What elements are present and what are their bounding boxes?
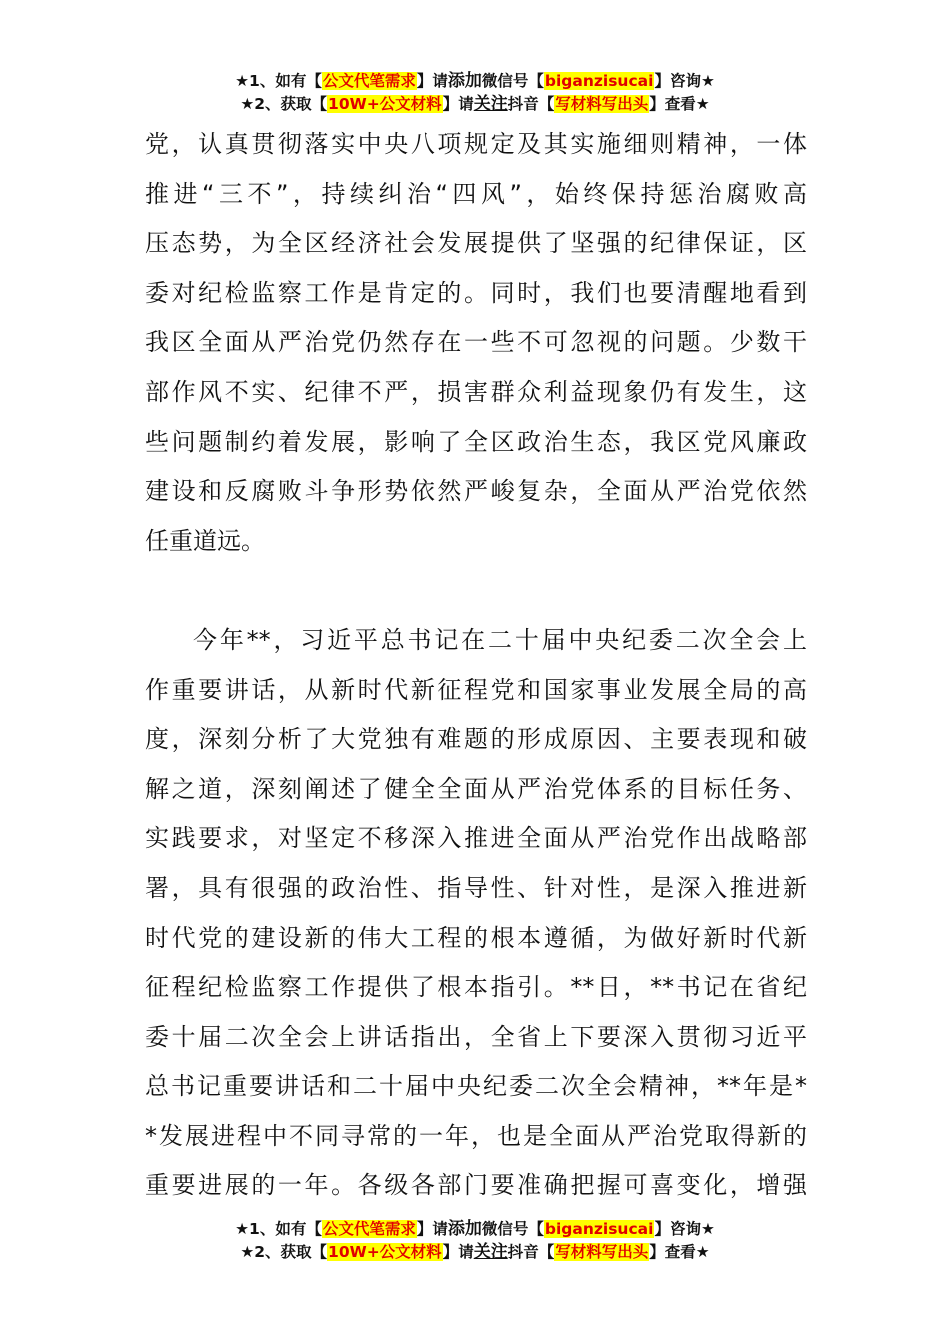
banner-emphasis: 添加 (447, 71, 482, 91)
banner-line-1 (0, 70, 950, 93)
banner-highlight: 公文代笔需求 (322, 1220, 416, 1238)
banner-text: 微信号【 (481, 1220, 544, 1238)
document-body (145, 120, 807, 1211)
banner-text: 】请 (416, 1220, 448, 1238)
banner-text: 】查看★ (649, 95, 710, 113)
banner-highlight: 写材料写出头 (555, 1243, 649, 1261)
banner-line-2 (0, 1241, 950, 1264)
text-line: *发展进程中不同寻常的一年，也是全面从严治党取得新的 (145, 1121, 807, 1150)
paragraph-2 (145, 616, 807, 1211)
banner-line-2 (0, 93, 950, 116)
text-line: 任重道远。 (145, 526, 265, 555)
banner-text: 】请 (442, 1243, 474, 1261)
banner-text: ★2、获取【 (240, 1243, 328, 1261)
text-line: 署，具有很强的政治性、指导性、针对性，是深入推进新 (145, 873, 807, 902)
banner-emphasis: 关注 (473, 94, 508, 114)
text-line: 重要进展的一年。各级各部门要准确把握可喜变化，增强 (145, 1171, 807, 1200)
banner-text: 抖音【 (507, 1243, 555, 1261)
banner-emphasis: 关注 (473, 1242, 508, 1262)
text-line: 时代党的建设新的伟大工程的根本遵循，为做好新时代新 (145, 923, 807, 952)
banner-emphasis: 添加 (447, 1219, 482, 1239)
banner-highlight: 10W+公文材料 (328, 1243, 442, 1261)
text-line: 委十届二次全会上讲话指出，全省上下要深入贯彻习近平 (145, 1022, 807, 1051)
paragraph-1 (145, 120, 807, 566)
banner-line-1 (0, 1218, 950, 1241)
text-line: 建设和反腐败斗争形势依然严峻复杂，全面从严治党依然 (145, 477, 807, 506)
banner-highlight: 公文代笔需求 (322, 72, 416, 90)
banner-text: 】咨询★ (654, 72, 715, 90)
banner-text: ★1、如有【 (235, 72, 322, 90)
banner-highlight: biganzisucai (544, 1220, 654, 1238)
text-line: 党，认真贯彻落实中央八项规定及其实施细则精神，一体 (145, 130, 807, 158)
text-line: 解之道，深刻阐述了健全全面从严治党体系的目标任务、 (145, 774, 807, 803)
text-line: 度，深刻分析了大党独有难题的形成原因、主要表现和破 (145, 725, 807, 754)
banner-highlight: 写材料写出头 (555, 95, 649, 113)
text-line: 委对纪检监察工作是肯定的。同时，我们也要清醒地看到 (145, 278, 807, 307)
text-line: 作重要讲话，从新时代新征程党和国家事业发展全局的高 (145, 675, 807, 704)
text-line: 我区全面从严治党仍然存在一些不可忽视的问题。少数干 (145, 328, 807, 357)
text-line: 部作风不实、纪律不严，损害群众利益现象仍有发生，这 (145, 377, 807, 406)
text-line: 推进“三不”，持续纠治“四风”，始终保持惩治腐败高 (145, 179, 807, 208)
text-line: 些问题制约着发展，影响了全区政治生态，我区党风廉政 (145, 427, 807, 456)
header-banner (0, 70, 950, 116)
banner-text: ★2、获取【 (240, 95, 328, 113)
banner-highlight: 10W+公文材料 (328, 95, 442, 113)
text-line: 总书记重要讲话和二十届中央纪委二次全会精神，**年是* (145, 1072, 807, 1101)
text-line: 实践要求，对坚定不移深入推进全面从严治党作出战略部 (145, 824, 807, 853)
banner-text: 】咨询★ (654, 1220, 715, 1238)
banner-text: 微信号【 (481, 72, 544, 90)
banner-text: 】请 (416, 72, 448, 90)
text-line: 今年**，习近平总书记在二十届中央纪委二次全会上 (193, 625, 807, 654)
text-line: 压态势，为全区经济社会发展提供了坚强的纪律保证，区 (145, 229, 807, 258)
banner-text: 抖音【 (507, 95, 555, 113)
footer-banner (0, 1218, 950, 1264)
text-line: 征程纪检监察工作提供了根本指引。**日，**书记在省纪 (145, 973, 807, 1002)
banner-text: 】查看★ (649, 1243, 710, 1261)
banner-highlight: biganzisucai (544, 72, 654, 90)
banner-text: 】请 (442, 95, 474, 113)
banner-text: ★1、如有【 (235, 1220, 322, 1238)
